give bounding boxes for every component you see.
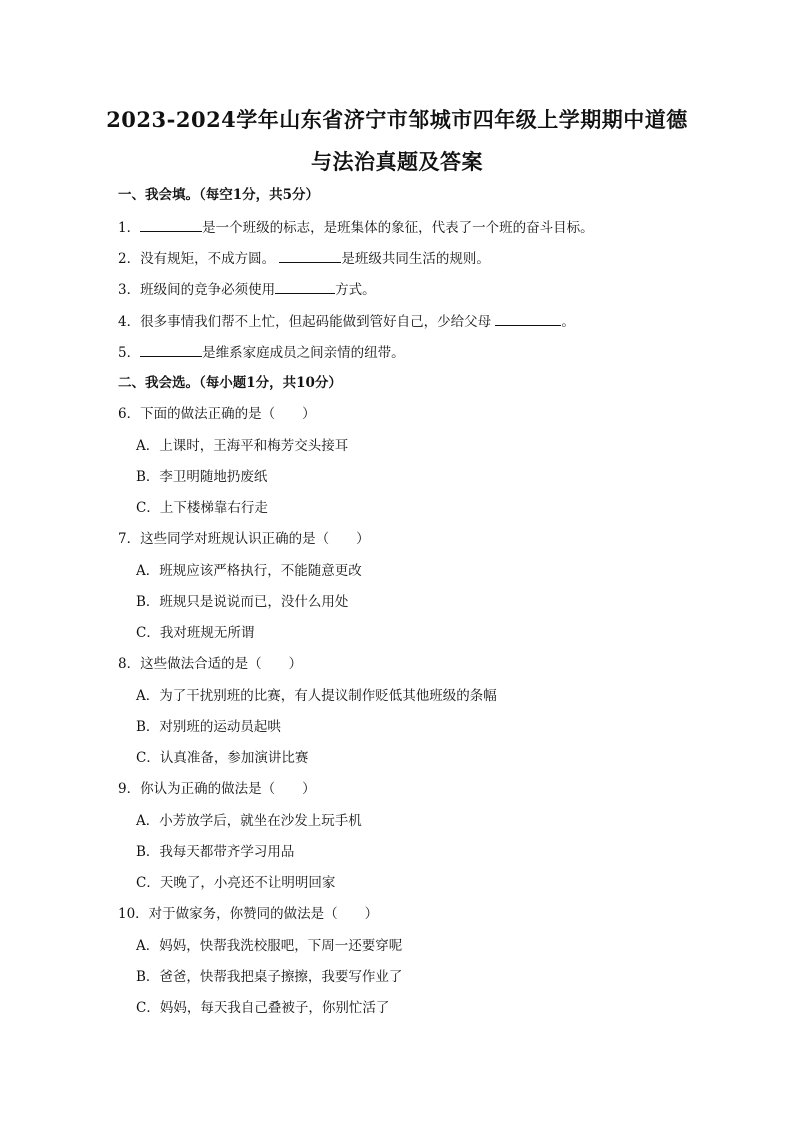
question-6-option-a: A．上课时，王海平和梅芳交头接耳 xyxy=(136,438,349,454)
question-6-option-c: C．上下楼梯靠右行走 xyxy=(136,500,268,516)
question-7-option-b: B．班规只是说说而已，没什么用处 xyxy=(136,594,349,610)
question-10-option-c: C．妈妈，每天我自己叠被子，你别忙活了 xyxy=(136,1000,390,1016)
answer-blank-5 xyxy=(140,343,202,357)
question-1-number: 1． xyxy=(118,220,141,236)
question-8-option-b: B．对别班的运动员起哄 xyxy=(136,719,281,735)
question-4-text-after: 。 xyxy=(561,314,575,330)
question-8-option-c: C．认真准备，参加演讲比赛 xyxy=(136,750,309,766)
question-8-stem: 8．这些做法合适的是（ ） xyxy=(118,656,303,672)
question-5 xyxy=(118,343,405,362)
answer-blank-3 xyxy=(275,280,335,294)
section-2-heading: 二、我会选。（每小题1分，共10分） xyxy=(118,375,342,391)
question-10-option-b: B．爸爸，快帮我把桌子擦擦，我要写作业了 xyxy=(136,969,403,985)
question-10-stem: 10．对于做家务，你赞同的做法是（ ） xyxy=(118,906,379,922)
question-9-option-c: C．天晚了，小亮还不让明明回家 xyxy=(136,875,336,891)
question-2-text-after: 是班级共同生活的规则。 xyxy=(341,251,490,267)
question-3 xyxy=(118,280,376,299)
question-7-option-c: C．我对班规无所谓 xyxy=(136,625,255,641)
question-9-stem: 9．你认为正确的做法是（ ） xyxy=(118,781,316,797)
question-2 xyxy=(118,249,490,268)
question-6-stem: 6．下面的做法正确的是（ ） xyxy=(118,406,316,422)
question-5-text: 是维系家庭成员之间亲情的纽带。 xyxy=(202,345,405,361)
question-9-option-a: A．小芳放学后，就坐在沙发上玩手机 xyxy=(136,813,362,829)
answer-blank-1 xyxy=(140,218,202,232)
question-2-text-before: 2．没有规矩，不成方圆。 xyxy=(118,251,280,267)
question-4 xyxy=(118,312,575,331)
question-8-option-a: A．为了干扰别班的比赛，有人提议制作贬低其他班级的条幅 xyxy=(136,688,497,704)
document-title-line-1: 2023-2024学年山东省济宁市邹城市四年级上学期期中道德 xyxy=(106,107,688,132)
question-4-text-before: 4．很多事情我们帮不上忙，但起码能做到管好自己，少给父母 xyxy=(118,314,496,330)
question-5-number: 5． xyxy=(118,345,141,361)
question-7-stem: 7．这些同学对班规认识正确的是（ ） xyxy=(118,531,370,547)
question-9-option-b: B．我每天都带齐学习用品 xyxy=(136,844,295,860)
question-6-option-b: B．李卫明随地扔废纸 xyxy=(136,469,268,485)
answer-blank-2 xyxy=(279,249,341,263)
question-7-option-a: A．班规应该严格执行，不能随意更改 xyxy=(136,563,362,579)
answer-blank-4 xyxy=(495,312,561,326)
question-3-text-before: 3．班级间的竞争必须使用 xyxy=(118,282,276,298)
section-1-heading: 一、我会填。（每空1分，共5分） xyxy=(118,187,320,203)
question-1 xyxy=(118,218,594,237)
document-title-line-2: 与法治真题及答案 xyxy=(311,149,483,174)
question-1-text: 是一个班级的标志，是班集体的象征，代表了一个班的奋斗目标。 xyxy=(202,220,594,236)
question-10-option-a: A．妈妈，快帮我洗校服吧，下周一还要穿呢 xyxy=(136,938,403,954)
question-3-text-after: 方式。 xyxy=(335,282,376,298)
